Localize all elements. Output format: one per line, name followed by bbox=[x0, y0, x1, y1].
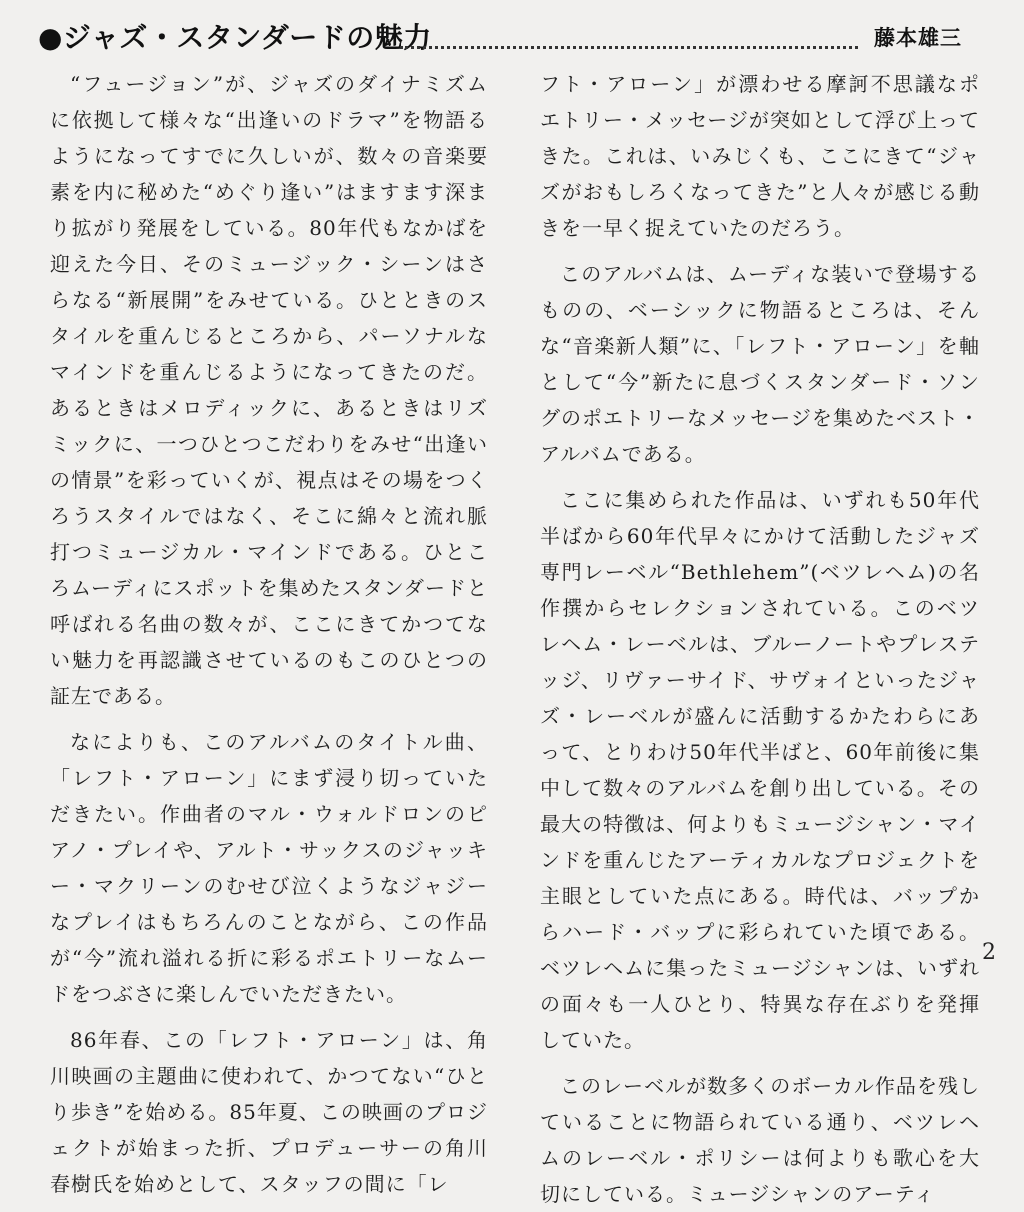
right-text-column bbox=[540, 66, 980, 1206]
author-name: 藤本雄三 bbox=[874, 26, 962, 50]
paragraph: ここに集められた作品は、いずれも50年代半ばから60年代早々にかけて活動したジャズ専門レーベル“Bethlehem”(ベツレヘム)の名作撰からセレクションされている。このベツレヘム・レーベルは、ブルーノートやプレステッジ、リヴァーサイド、サヴォイといったジャズ・レーベルが盛んに活動するかたわらにあって、とりわけ50年代半ばと、60年前後に集中して数々のアルバムを創り出している。その最大の特徴は、何よりもミュージシャン・マインドを重んじたアーティカルなプロジェクトを主眼としていた点にある。時代は、バップからハード・バップに彩られていた頃である。ベツレヘムに集ったミュージシャンは、いずれの面々も一人ひとり、特異な存在ぶりを発揮していた。 bbox=[540, 488, 980, 1052]
paragraph: このレーベルが数多くのボーカル作品を残していることに物語られている通り、ベツレヘムのレーベル・ポリシーは何よりも歌心を大切にしている。ミュージシャンのアーティ bbox=[540, 1074, 980, 1206]
paragraph: 86年春、この「レフト・アローン」は、角川映画の主題曲に使われて、かつてない“ひとり歩き”を始める。85年夏、この映画のプロジェクトが始まった折、プロデューサーの角川春樹氏を始めとして、スタッフの間に「レ bbox=[50, 1028, 488, 1196]
paragraph: このアルバムは、ムーディな装いで登場するものの、ベーシックに物語るところは、そんな“音楽新人類”に、「レフト・アローン」を軸として“今”新たに息づくスタンダード・ソングのポエトリーなメッセージを集めたベスト・アルバムである。 bbox=[540, 262, 980, 466]
article-title: ●ジャズ・スタンダードの魅力 bbox=[38, 21, 432, 54]
article-header bbox=[38, 16, 990, 60]
page-number: 2 bbox=[982, 940, 996, 965]
left-text-column bbox=[50, 66, 488, 1196]
paragraph: “フュージョン”が、ジャズのダイナミズムに依拠して様々な“出逢いのドラマ”を物語るようになってすでに久しいが、数々の音楽要素を内に秘めた“めぐり逢い”はますます深まり拡がり発展をしている。80年代もなかばを迎えた今日、そのミュージック・シーンはさらなる“新展開”をみせている。ひとときのスタイルを重んじるところから、パーソナルなマインドを重んじるようになってきたのだ。あるときはメロディックに、あるときはリズミックに、一つひとつこだわりをみせ“出逢いの情景”を彩っていくが、視点はその場をつくろうスタイルではなく、そこに綿々と流れ脈打つミュージカル・マインドである。ひところムーディにスポットを集めたスタンダードと呼ばれる名曲の数々が、ここにきてかつてない魅力を再認識させているのもこのひとつの証左である。 bbox=[50, 72, 488, 708]
dotted-leader-line bbox=[400, 46, 858, 49]
paragraph-continued: フト・アローン」が漂わせる摩訶不思議なポエトリー・メッセージが突如として浮び上ってきた。これは、いみじくも、ここにきて“ジャズがおもしろくなってきた”と人々が感じる動きを一早く捉えていたのだろう。 bbox=[540, 72, 980, 240]
paragraph: なによりも、このアルバムのタイトル曲、「レフト・アローン」にまず浸り切っていただきたい。作曲者のマル・ウォルドロンのピアノ・プレイや、アルト・サックスのジャッキー・マクリーンのむせび泣くようなジャジーなプレイはもちろんのことながら、この作品が“今”流れ溢れる折に彩るポエトリーなムードをつぶさに楽しんでいただきたい。 bbox=[50, 730, 488, 1006]
